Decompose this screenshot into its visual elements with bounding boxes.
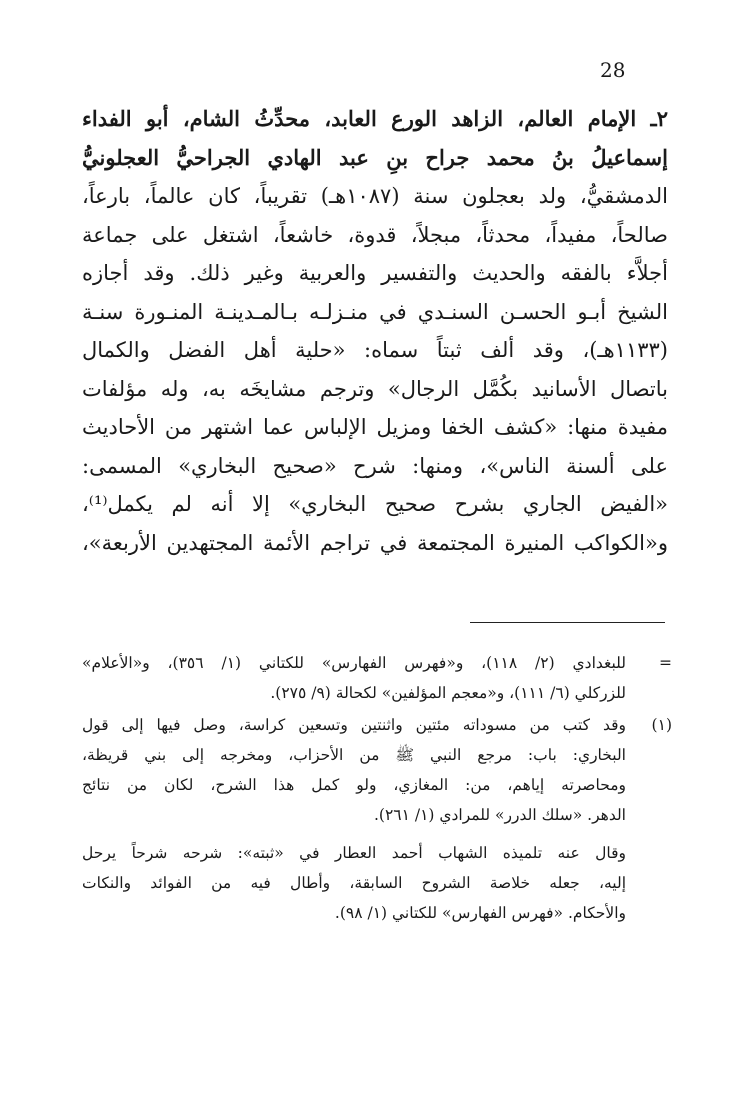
text-line: صالحاً، مفيداً، محدثاً، مبجلاً، قدوة، خاشعاً، اشتغل على جماعة bbox=[82, 222, 668, 247]
footnote-line: الدهر. «سلك الدرر» للمرادي (١/ ٢٦١). bbox=[373, 806, 626, 824]
text-line: باتصال الأسانيد بكُمَّل الرجال» وترجم مشايخَه به، وله مؤلفات bbox=[82, 376, 668, 401]
footnote-1-continued bbox=[82, 838, 672, 928]
footnote-1 bbox=[82, 710, 672, 830]
main-text bbox=[82, 100, 668, 562]
text-line: (١١٣٣هـ)، وقد ألف ثبتاً سماه: «حلية أهل الفضل والكمال bbox=[82, 338, 668, 362]
footnote-line: وقال عنه تلميذه الشهاب أحمد العطار في «ثبته»: شرحه شرحاً يرحل bbox=[82, 844, 626, 862]
text-line: على ألسنة الناس»، ومنها: شرح «صحيح البخاري» المسمى: bbox=[82, 453, 668, 478]
footnote-line: للبغدادي (٢/ ١١٨)، و«فهرس الفهارس» للكتاني (١/ ٣٥٦)، و«الأعلام» bbox=[82, 654, 626, 672]
text-line: أجلاَّء بالفقه والحديث والتفسير والعربية وغير ذلك. وقد أجازه bbox=[82, 261, 668, 285]
footnotes bbox=[82, 648, 672, 930]
footnote-mark: (١) bbox=[651, 716, 672, 734]
text-line: و«الكواكب المنيرة المجتمعة في تراجم الأئمة المجتهدين الأربعة»، bbox=[82, 530, 668, 555]
text-line: ٢ـ الإمام العالم، الزاهد الورع العابد، محدِّثُ الشام، أبو الفداء bbox=[82, 106, 668, 131]
text-line: إسماعيلُ بنُ محمد جراح بنِ عبد الهادي الجراحيُّ العجلونيُّ bbox=[82, 144, 668, 170]
footnote-line: للزركلي (٦/ ١١١)، و«معجم المؤلفين» لكحالة (٩/ ٢٧٥). bbox=[270, 684, 626, 702]
page-number: 28 bbox=[600, 58, 626, 82]
text-line: «الفيض الجاري بشرح صحيح البخاري» إلا أنه لم يكمل⁽¹⁾، bbox=[82, 492, 668, 516]
footnote-mark: = bbox=[659, 654, 672, 672]
footnote-line: إليه، جعله خلاصة الشروح السابقة، وأطال فيه من الفوائد والنكات bbox=[82, 874, 626, 892]
footnote-line: ومحاصرته إياهم، من: المغازي، ولو كمل هذا الشرح، لكان من نتائج bbox=[82, 776, 626, 794]
footnote-line: والأحكام. «فهرس الفهارس» للكتاني (١/ ٩٨). bbox=[334, 904, 626, 922]
footnote-continued bbox=[82, 648, 672, 708]
text-line: مفيدة منها: «كشف الخفا ومزيل الإلباس عما اشتهر من الأحاديث bbox=[82, 415, 668, 439]
text-line: الدمشقيُّ، ولد بعجلون سنة (١٠٨٧هـ) تقريباً، كان عالماً، بارعاً، bbox=[82, 184, 668, 208]
footnote-line: البخاري: باب: مرجع النبي ﷺ من الأحزاب، ومخرجه إلى بني قريظة، bbox=[82, 746, 626, 764]
text-line: الشيخ أبـو الحسـن السنـدي في منـزلـه بـالمـدينـة المنـورة سنـة bbox=[82, 299, 668, 324]
footnote-separator bbox=[470, 622, 665, 623]
footnote-line: وقد كتب من مسوداته مئتين واثنتين وتسعين كراسة، وصل فيها إلى قول bbox=[82, 716, 626, 734]
